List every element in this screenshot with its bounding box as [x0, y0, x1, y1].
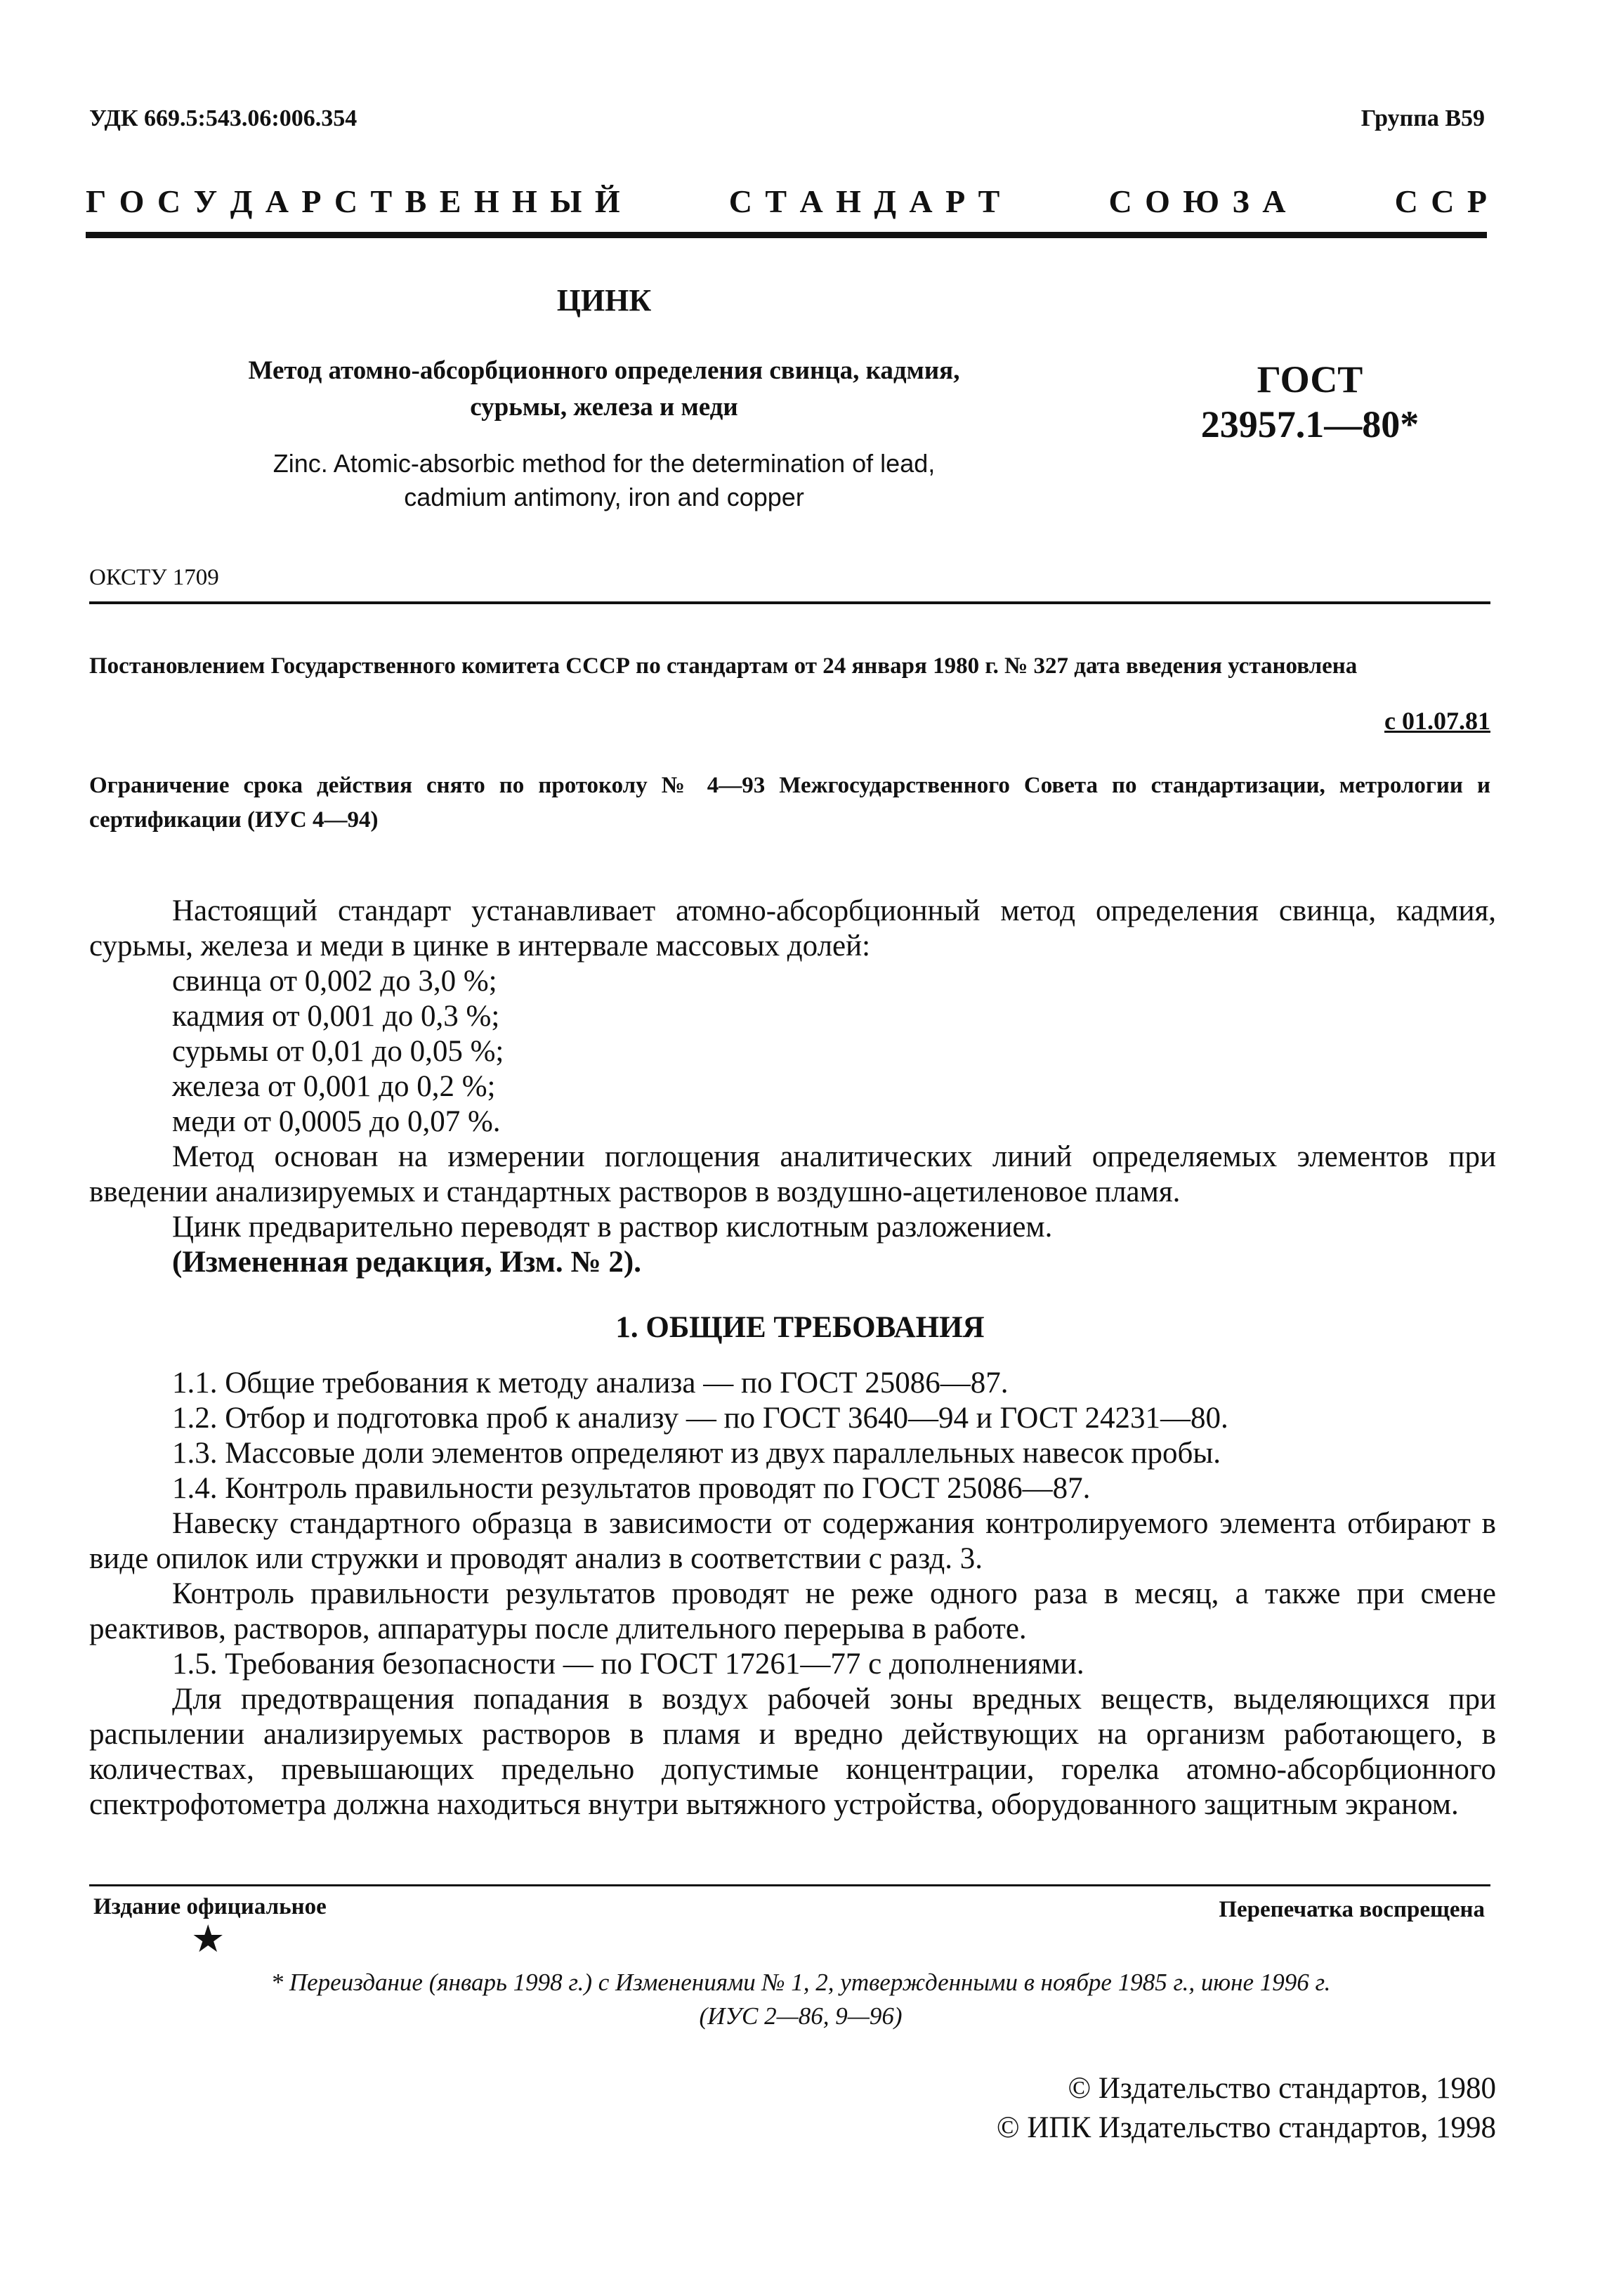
group-code: Группа В59: [1360, 105, 1485, 131]
state-standard-title: [86, 180, 1487, 222]
intro-section: [89, 894, 1496, 1280]
state-standard-word-4: С С Р: [1394, 183, 1487, 219]
method-title-en-line1: Zinc. Atomic-absorbic method for the determination of lead,: [273, 449, 936, 478]
header-rule: [86, 232, 1487, 238]
decree-text: Постановлением Государственного комитета СССР по стандартам от 24 января 1980 г. № 327 дата введения установлена: [89, 653, 1358, 679]
range-item: железа от 0,001 до 0,2 %;: [172, 1070, 496, 1103]
method-title-ru: [133, 353, 1075, 426]
state-standard-word-1: Г О С У Д А Р С Т В Е Н Н Ы Й: [86, 183, 620, 219]
clause-1-4-sample: Навеску стандартного образца в зависимости от содержания контролируемого элемента отбирают в виде опилок или стружки и проводят анализ в соответствии с разд. 3.: [89, 1507, 1496, 1575]
official-edition-label: Издание официальное: [93, 1894, 327, 1919]
state-standard-word-2: С Т А Н Д А Р Т: [728, 183, 1000, 219]
decree-date: с 01.07.81: [1384, 707, 1490, 735]
range-item: меди от 0,0005 до 0,07 %.: [172, 1105, 501, 1138]
state-standard-word-3: С О Ю З А: [1108, 183, 1286, 219]
dissolution-paragraph: Цинк предварительно переводят в раствор кислотным разложением.: [172, 1211, 1053, 1244]
clause-1-1: 1.1. Общие требования к методу анализа — по ГОСТ 25086—87.: [172, 1366, 1009, 1400]
method-title-ru-line2: сурьмы, железа и меди: [470, 393, 738, 422]
clause-1-3: 1.3. Массовые доли элементов определяют из двух параллельных навесок пробы.: [172, 1437, 1221, 1470]
footer-rule: [89, 1884, 1490, 1886]
method-title-en-line2: cadmium antimony, iron and copper: [404, 483, 804, 511]
copyright-1980: © Издательство стандартов, 1980: [1068, 2072, 1496, 2105]
clause-1-2: 1.2. Отбор и подготовка проб к анализу — по ГОСТ 3640—94 и ГОСТ 24231—80.: [172, 1402, 1228, 1435]
udk-code: УДК 669.5:543.06:006.354: [89, 105, 358, 131]
no-reprint-label: Перепечатка воспрещена: [1219, 1897, 1485, 1922]
okstu-rule: [89, 601, 1490, 604]
intro-paragraph: Настоящий стандарт устанавливает атомно-абсорбционный метод определения свинца, кадмия, сурьмы, железа и меди в цинке в интервале массовых долей:: [89, 894, 1496, 963]
gost-label: ГОСТ: [1257, 358, 1363, 400]
method-basis-paragraph: Метод основан на измерении поглощения аналитических линий определяемых элементов при введении анализируемых и стандартных растворов в воздушно-ацетиленовое пламя.: [89, 1140, 1496, 1208]
copyright-block: [997, 2069, 1496, 2148]
clause-1-5: 1.5. Требования безопасности — по ГОСТ 17261—77 с дополнениями.: [172, 1648, 1084, 1681]
clause-1-4-control: Контроль правильности результатов проводят не реже одного раза в месяц, а также при смене реактивов, растворов, аппаратуры после длительного перерыва в работе.: [89, 1577, 1496, 1645]
method-title-en: [169, 447, 1040, 514]
range-item: свинца от 0,002 до 3,0 %;: [172, 965, 497, 998]
document-title: ЦИНК: [556, 283, 652, 318]
clause-1-5-details: Для предотвращения попадания в воздух рабочей зоны вредных веществ, выделяющихся при распылении анализируемых растворов в пламя и вредно действующих на организм работающего, в количествах, превышающих предельно допустимые концентрации, горелка атомно-абсорбционного спектрофотометра должна находиться внутри вытяжного устройства, оборудованного защитным экраном.: [89, 1683, 1496, 1821]
copyright-1998: © ИПК Издательство стандартов, 1998: [996, 2111, 1496, 2144]
reissue-note-line1: * Переиздание (январь 1998 г.) с Изменениями № 1, 2, утвержденными в ноябре 1985 г., июне 1996 г.: [270, 1969, 1331, 1996]
method-title-ru-line1: Метод атомно-абсорбционного определения свинца, кадмия,: [248, 356, 960, 385]
range-item: кадмия от 0,001 до 0,3 %;: [172, 1000, 500, 1033]
gost-code: [1152, 357, 1468, 447]
section-1-heading: 1. ОБЩИЕ ТРЕБОВАНИЯ: [615, 1311, 985, 1344]
reissue-note-line2: (ИУС 2—86, 9—96): [699, 2002, 903, 2030]
range-item: сурьмы от 0,01 до 0,05 %;: [172, 1035, 504, 1068]
section-1-body: [89, 1366, 1496, 1822]
okstu-code: ОКСТУ 1709: [89, 565, 219, 590]
clause-1-4: 1.4. Контроль правильности результатов проводят по ГОСТ 25086—87.: [172, 1472, 1091, 1505]
revision-note: (Измененная редакция, Изм. № 2).: [172, 1246, 641, 1279]
gost-number: 23957.1—80*: [1200, 403, 1419, 445]
reissue-note: [126, 1966, 1475, 2033]
star-icon: ★: [191, 1918, 225, 1960]
limitation-text: Ограничение срока действия снято по протоколу № 4—93 Межгосударственного Совета по стандартизации, метрологии и сертификации (ИУС 4—94): [89, 773, 1490, 833]
